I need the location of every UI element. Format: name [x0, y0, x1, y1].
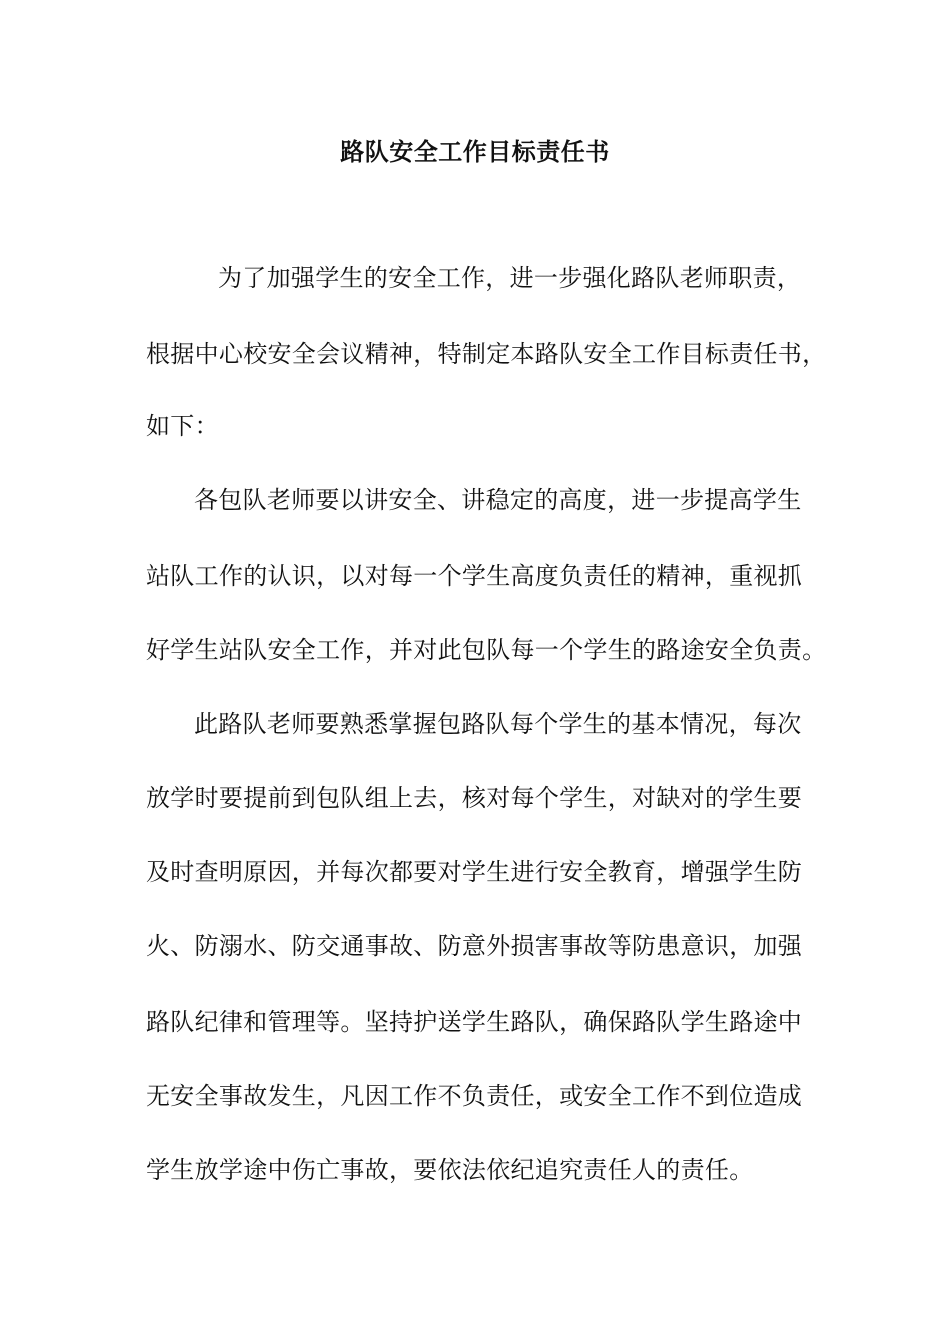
paragraph-line: 无安全事故发生，凡因工作不负责任，或安全工作不到位造成: [146, 1082, 803, 1110]
paragraph-line: 学生放学途中伤亡事故，要依法依纪追究责任人的责任。: [146, 1156, 754, 1184]
document-title: 路队安全工作目标责任书: [340, 137, 610, 166]
paragraph-line: 站队工作的认识，以对每一个学生高度负责任的精神，重视抓: [146, 562, 803, 590]
paragraph-line: 如下：: [146, 412, 219, 440]
paragraph-line: 为了加强学生的安全工作，进一步强化路队老师职责，: [218, 264, 802, 292]
paragraph-line: 火、防溺水、防交通事故、防意外损害事故等防患意识，加强: [146, 932, 803, 960]
paragraph-line: 路队纪律和管理等。坚持护送学生路队，确保路队学生路途中: [146, 1008, 803, 1036]
paragraph-line: 此路队老师要熟悉掌握包路队每个学生的基本情况，每次: [194, 710, 802, 738]
paragraph-line: 根据中心校安全会议精神，特制定本路队安全工作目标责任书，: [146, 340, 827, 368]
paragraph-line: 各包队老师要以讲安全、讲稳定的高度，进一步提高学生: [194, 486, 802, 514]
paragraph-line: 及时查明原因，并每次都要对学生进行安全教育，增强学生防: [146, 858, 803, 886]
paragraph-line: 放学时要提前到包队组上去，核对每个学生，对缺对的学生要: [146, 784, 803, 812]
paragraph-line: 好学生站队安全工作，并对此包队每一个学生的路途安全负责。: [146, 636, 827, 664]
